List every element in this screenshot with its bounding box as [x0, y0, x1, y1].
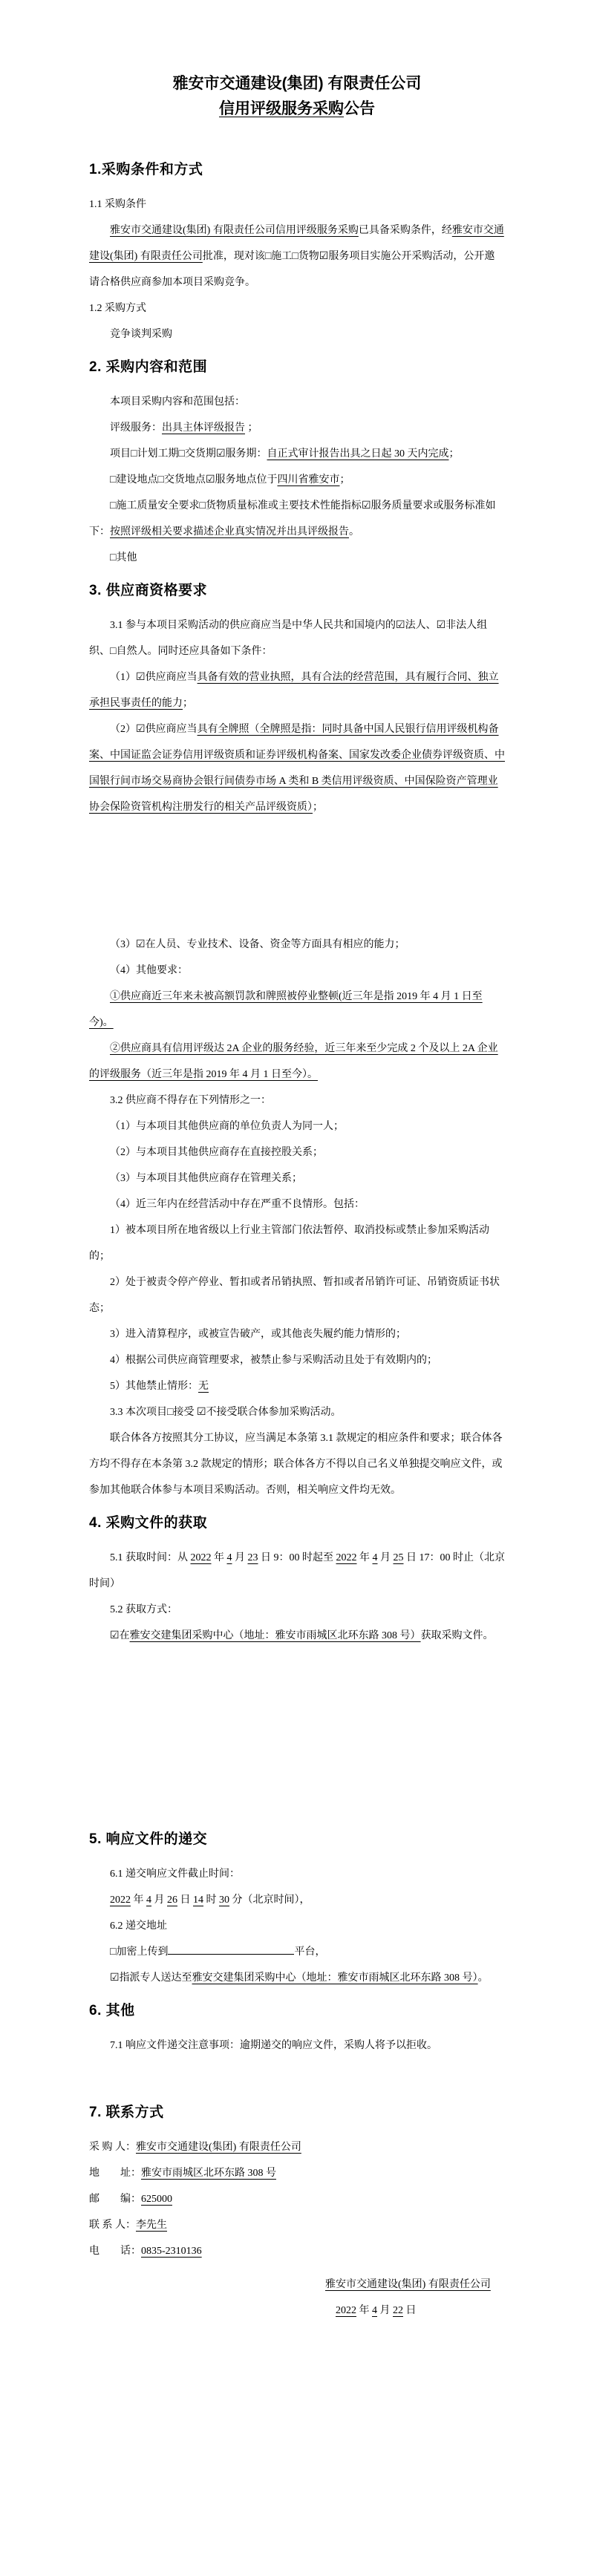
text-segment: ； — [339, 474, 350, 486]
clause-3-2-item4-sub5 — [89, 1373, 505, 1399]
contact-phone-value: 0835-2310136 — [141, 2246, 202, 2257]
clause-5-1-time — [89, 1545, 505, 1597]
signature-company: 雅安市交通建设(集团) 有限责任公司 — [325, 2279, 491, 2290]
checkbox-checked-icon: ☑ — [215, 448, 226, 460]
text-segment: 已具备采购条件，经 — [358, 225, 452, 236]
text-segment: 货物质量标准或主要技术性能指标 — [205, 500, 362, 511]
checkbox-unchecked-icon: □ — [199, 500, 206, 511]
checkbox-unchecked-icon: □ — [110, 646, 117, 657]
other-option-line — [89, 545, 505, 571]
text-segment: 月 — [151, 1895, 167, 1906]
section-4-heading: 4. 采购文件的获取 — [89, 1515, 208, 1531]
clause-3-2-item4-sub2: 2）处于被责令停产停业、暂扣或者吊销执照、暂扣或者吊销许可证、吊销资质证书状态； — [89, 1277, 500, 1314]
checkbox-checked-icon: ☑ — [196, 1407, 206, 1418]
section-gap — [89, 2059, 505, 2093]
text-segment: 4 — [372, 1552, 378, 1563]
checkbox-unchecked-icon: □ — [110, 474, 117, 486]
text-segment: 不接受联合体参加采购活动。 — [206, 1407, 342, 1418]
bottom-margin — [89, 2324, 505, 2576]
text-segment: 。 — [477, 1972, 489, 1984]
service-period-line — [89, 441, 505, 467]
contact-phone-label: 电 话： — [89, 2246, 141, 2257]
text-segment: 2022 — [110, 1895, 131, 1906]
page-break-gap-1 — [89, 820, 505, 932]
text-segment: 分（北京时间）， — [229, 1895, 310, 1906]
text-segment: 货物 — [298, 251, 319, 262]
signature-block — [325, 2272, 505, 2324]
clause-3-1-item4-sub2 — [89, 1036, 505, 1088]
contact-buyer-label: 采 购 人： — [89, 2142, 136, 2153]
text-segment: 5）其他禁止情形： — [110, 1381, 198, 1392]
document-title-line1: 雅安市交通建设(集团) 有限责任公司 — [172, 75, 422, 92]
document-title-line2 — [89, 97, 505, 122]
contact-buyer-value: 雅安市交通建设(集团) 有限责任公司 — [136, 2142, 301, 2153]
clause-3-2-item4-sub4: 4）根据公司供应商管理要求，被禁止参与采购活动且处于有效期内的； — [110, 1355, 437, 1366]
rating-service-line — [89, 415, 505, 441]
text-segment: 接受 — [173, 1407, 197, 1418]
checkbox-unchecked-icon: □ — [264, 251, 272, 262]
text-segment: 非法人组织、 — [89, 620, 488, 657]
text-segment: 月 — [232, 1552, 248, 1563]
text-segment: 年 — [356, 2305, 372, 2316]
text-segment: （1） — [110, 672, 136, 683]
clause-6-2-option-upload — [89, 1939, 505, 1965]
text-segment: 供应商应当 — [145, 724, 198, 735]
text-segment: 服务地点位于 — [215, 474, 278, 486]
checkbox-checked-icon: ☑ — [396, 620, 405, 631]
clause-3-2-item4-sub1: 1）被本项目所在地省级以上行业主管部门依法暂停、取消投标或禁止参加采购活动的； — [89, 1225, 489, 1262]
text-segment: ①供应商近三年来未被高额罚款和牌照被停业整顿(近三年是指 2019 年 4 月 1 日至今)。 — [89, 991, 483, 1028]
checkbox-checked-icon: ☑ — [136, 672, 146, 683]
section-6-heading: 6. 其他 — [89, 2003, 135, 2018]
text-segment: 26 — [167, 1895, 177, 1906]
scope-intro: 本项目采购内容和范围包括： — [110, 396, 245, 408]
clause-5-2-body — [89, 1623, 505, 1649]
clause-5-2-label: 5.2 获取方式： — [110, 1604, 177, 1615]
clause-3-1-item2 — [89, 716, 505, 820]
checkbox-checked-icon: ☑ — [436, 620, 446, 631]
section-3-heading: 3. 供应商资格要求 — [89, 583, 208, 598]
clause-3-2-item4-sub3: 3）进入清算程序，或被宣告破产，或其他丧失履约能力情形的； — [110, 1329, 406, 1340]
clause-3-1-item4-sub1 — [89, 984, 505, 1036]
text-segment: 施工 — [271, 251, 293, 262]
text-segment: 日 17：00 时止（北京时间） — [89, 1552, 505, 1589]
contact-zipcode-value: 625000 — [141, 2194, 172, 2205]
text-segment: 服务项目实施公开采购活动，公开邀请合格供应商参加本项目采购竞争。 — [89, 251, 495, 288]
text-segment: 具备有效的营业执照，具有合法的经营范围，具有履行合同、独立承担民事责任的能力 — [89, 672, 499, 709]
text-segment: 具有全牌照（全牌照是指：同时具备中国人民银行信用评级机构备案、中国证监会证券信用评级资质和证券评级机构备案、国家发改委企业债券评级资质、中国银行间市场交易商协会银行间债券市场 A 类和 B 类信用评级资质、中国保险资产管理业协会保险资管机构注册发行的相关产品评级资质） — [89, 724, 505, 813]
text-segment: 按照评级相关要求描述企业真实情况并出具评级报告 — [110, 526, 349, 537]
checkbox-checked-icon: ☑ — [136, 724, 146, 735]
text-segment: 2022 — [336, 2305, 356, 2316]
service-location-line — [89, 467, 505, 493]
clause-6-2-label: 6.2 递交地址 — [110, 1920, 167, 1932]
text-segment: 服务期： — [225, 448, 267, 460]
checkbox-unchecked-icon: □ — [157, 474, 164, 486]
clause-3-1-item4: （4）其他要求： — [110, 965, 188, 976]
text-segment: 4 — [226, 1552, 232, 1563]
checkbox-unchecked-icon: □ — [167, 1407, 174, 1418]
text-segment: ； — [183, 698, 193, 709]
text-segment: 平台， — [294, 1946, 326, 1958]
clause-3-2: 3.2 供应商不得存在下列情形之一： — [110, 1095, 271, 1106]
clause-3-1-item3 — [89, 932, 505, 958]
text-segment: 加密上传到 — [116, 1946, 169, 1958]
contact-person-value: 李先生 — [136, 2220, 167, 2231]
text-segment: 项目 — [110, 448, 131, 460]
checkbox-unchecked-icon: □ — [110, 552, 117, 563]
clause-1-2-body: 竞争谈判采购 — [110, 329, 172, 340]
text-segment: 22 — [393, 2305, 403, 2316]
text-segment: 年 — [211, 1552, 227, 1563]
clause-3-3 — [89, 1399, 505, 1425]
text-segment: 出具主体评级报告 — [162, 422, 245, 434]
text-segment: 施工质量安全要求 — [116, 500, 200, 511]
checkbox-unchecked-icon: □ — [178, 448, 185, 460]
clause-3-2-item2: （2）与本项目其他供应商存在直接控股关系； — [110, 1147, 323, 1158]
text-segment: 建设地点 — [116, 474, 158, 486]
text-segment: 指派专人送达至 — [119, 1972, 192, 1984]
contact-person-row — [89, 2212, 505, 2238]
text-segment: 4 — [372, 2305, 377, 2316]
text-segment: 日 — [403, 2305, 417, 2316]
text-segment: 在人员、专业技术、设备、资金等方面具有相应的能力； — [145, 939, 405, 950]
section-5-heading: 5. 响应文件的递交 — [89, 1831, 208, 1847]
text-segment: 雅安市交通建设(集团) 有限责任公司 — [89, 225, 504, 262]
checkbox-checked-icon: ☑ — [205, 474, 215, 486]
text-segment: 3.1 参与本项目采购活动的供应商应当是中华人民共和国境内的 — [110, 620, 396, 631]
clause-6-1-label: 6.1 递交响应文件截止时间： — [110, 1869, 240, 1880]
text-segment: 自然人。同时还应具备如下条件： — [116, 646, 272, 657]
text-segment: 获取采购文件。 — [420, 1630, 494, 1641]
text-segment: 年 — [131, 1895, 146, 1906]
text-segment: （2） — [110, 724, 136, 735]
checkbox-checked-icon: ☑ — [110, 1972, 120, 1984]
text-segment: 23 — [247, 1552, 258, 1563]
text-segment: 月 — [377, 2305, 393, 2316]
text-segment: 计划工期 — [137, 448, 179, 460]
blank-underline — [168, 1944, 294, 1955]
checkbox-unchecked-icon: □ — [131, 448, 137, 460]
contact-phone-row — [89, 2238, 505, 2264]
contact-zipcode-row — [89, 2186, 505, 2212]
text-segment: 无 — [198, 1381, 209, 1392]
text-segment: 30 — [219, 1895, 229, 1906]
checkbox-checked-icon: ☑ — [110, 1630, 120, 1641]
text-segment: 批准，现对该 — [202, 251, 265, 262]
signature-date — [325, 2298, 505, 2324]
service-quality-line — [89, 493, 505, 545]
checkbox-unchecked-icon: □ — [110, 1946, 117, 1958]
clause-7-1: 7.1 响应文件递交注意事项：逾期递交的响应文件，采购人将予以拒收。 — [110, 2040, 437, 2051]
contact-buyer-row — [89, 2134, 505, 2160]
text-segment: 交货地点 — [163, 474, 206, 486]
clause-1-1-label: 1.1 采购条件 — [89, 199, 146, 210]
text-segment: 年 — [356, 1552, 373, 1563]
clause-6-2-option-deliver — [89, 1965, 505, 1991]
clause-3-2-item1: （1）与本项目其他供应商的单位负责人为同一人； — [110, 1121, 344, 1132]
text-segment: 服务质量要求或服务标准如下： — [89, 500, 496, 537]
contact-zipcode-label: 邮 编： — [89, 2194, 141, 2205]
contact-address-label: 地 址： — [89, 2168, 141, 2179]
text-segment: 其他 — [116, 552, 137, 563]
text-segment: 雅安交建集团采购中心（地址：雅安市雨城区北环东路 308 号） — [129, 1630, 421, 1641]
text-segment: 供应商应当 — [145, 672, 198, 683]
text-segment: 四川省雅安市 — [277, 474, 340, 486]
text-segment: 4 — [146, 1895, 151, 1906]
text-segment: 雅安市交通建设(集团) 有限责任公司信用评级服务采购 — [110, 225, 359, 236]
text-segment: 日 — [177, 1895, 193, 1906]
text-segment: 。 — [349, 526, 359, 537]
text-segment: 2022 — [336, 1552, 357, 1563]
text-segment: ； — [313, 802, 323, 813]
clause-3-1-item1 — [89, 664, 505, 716]
clause-3-1 — [89, 612, 505, 664]
section-1-heading: 1.采购条件和方式 — [89, 162, 203, 177]
text-segment: 评级服务： — [110, 422, 162, 434]
clause-6-1-time — [89, 1887, 505, 1913]
text-segment: 3.3 本次项目 — [110, 1407, 167, 1418]
clause-3-2-item3: （3）与本项目其他供应商存在管理关系； — [110, 1173, 302, 1184]
text-segment: （3） — [110, 939, 136, 950]
text-segment: 交货期 — [184, 448, 216, 460]
contact-person-label: 联 系 人： — [89, 2220, 136, 2231]
text-segment: ； — [448, 448, 460, 460]
clause-1-1-body — [89, 218, 505, 295]
text-segment: 5.1 获取时间：从 — [110, 1552, 191, 1563]
checkbox-checked-icon: ☑ — [361, 500, 371, 511]
clause-3-3-body: 联合体各方按照其分工协议，应当满足本条第 3.1 款规定的相应条件和要求；联合体各方均不得存在本条第 3.2 款规定的情形；联合体各方不得以自己名义单独提交响应文件，或参加其他联合体参与本项目采购活动。否则，相关响应文件均无效。 — [89, 1433, 503, 1496]
text-segment: 2022 — [190, 1552, 212, 1563]
text-segment: 自正式审计报告出具之日起 30 天内完成 — [267, 448, 449, 460]
checkbox-unchecked-icon: □ — [110, 500, 117, 511]
text-segment: ②供应商具有信用评级达 2A 企业的服务经验，近三年来至少完成 2 个及以上 2A 企业的评级服务（近三年是指 2019 年 4 月 1 日至今）。 — [89, 1043, 498, 1080]
page-break-gap-2 — [89, 1649, 505, 1820]
text-segment: 信用评级服务采购 — [219, 100, 344, 117]
text-segment: 25 — [393, 1552, 404, 1563]
text-segment: 时 — [203, 1895, 219, 1906]
text-segment: 月 — [377, 1552, 394, 1563]
section-2-heading: 2. 采购内容和范围 — [89, 359, 208, 375]
text-segment: 雅安交建集团采购中心（地址：雅安市雨城区北环东路 308 号） — [192, 1972, 478, 1984]
contact-address-row — [89, 2160, 505, 2186]
clause-3-2-item4: （4）近三年内在经营活动中存在严重不良情形。包括： — [110, 1199, 365, 1210]
text-segment: ； — [245, 422, 258, 434]
text-segment: 公告 — [344, 100, 375, 117]
text-segment: 日 9：00 时起至 — [258, 1552, 336, 1563]
section-7-heading: 7. 联系方式 — [89, 2105, 164, 2120]
text-segment: 在 — [119, 1630, 130, 1641]
contact-address-value: 雅安市雨城区北环东路 308 号 — [141, 2168, 276, 2179]
checkbox-unchecked-icon: □ — [292, 251, 298, 262]
text-segment: 14 — [193, 1895, 203, 1906]
clause-1-2-label: 1.2 采购方式 — [89, 303, 146, 314]
checkbox-checked-icon: ☑ — [136, 939, 146, 950]
checkbox-checked-icon: ☑ — [319, 251, 329, 262]
text-segment: 法人、 — [405, 620, 437, 631]
